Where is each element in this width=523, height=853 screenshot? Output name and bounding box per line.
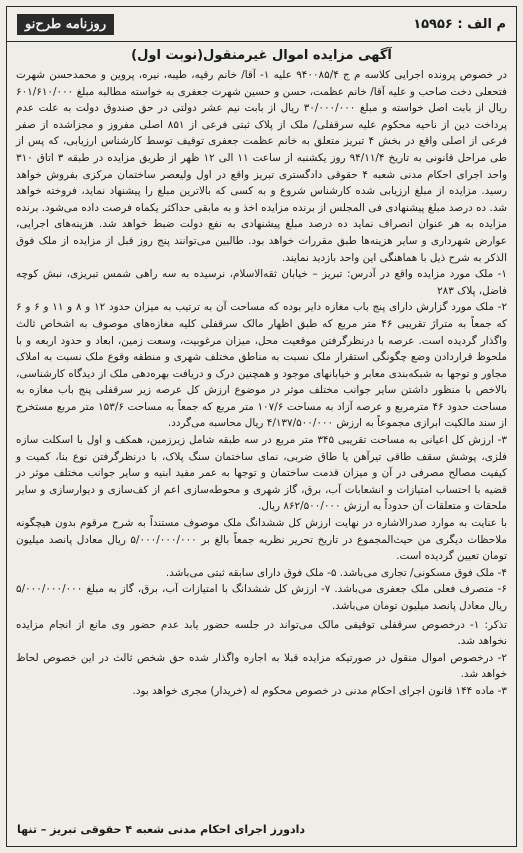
notice-title: آگهی مزایده اموال غیرمنقول(نوبت اول) [131, 48, 392, 63]
item-building: ۳- ارزش کل اعیانی به مساحت تقریبی ۳۴۵ متر مربع در سه طبقه شامل زیرزمین، همکف و اول با اسکلت سازه فلزی، پوشش سقف طاقی تیرآهن یا طاق ضربی، نمای ساختمان سنگ پلاک، با درنظرگرفتن نوع بنا، کمیت و کیفیت مصالح مصرفی در آن و میزان قدمت ساختمان و توجها به عمر مفید ابنیه و سایر جوانب مختلف موثر در قضیه با احتساب امتیازات و انشعابات آب، برق، گاز شهری و محوطه‌سازی اعم از کف‌سازی و دیوارسازی و سایر ملحقات و متعلقات آن حدوداً به ارزش ۸۶۲/۵۰۰/۰۰۰ ریال. [16, 434, 507, 513]
notice-header [7, 7, 516, 42]
item-shops: ۲- ملک مورد گزارش دارای پنج باب مغازه دایر بوده که مساحت آن به ترتیب به میزان حدود ۱۲ و ۸ و ۱۱ و ۶ و ۶ که جمعاً به متراژ تقریبی ۴۶ متر مربع که طبق اظهار مالک سرقفلی کلیه مغازه‌های موصوف به اشخاص ثالث واگذار گردیده است. عرصه با درنظرگرفتن موقعیت محل، میزان مرغوبیت، وسعت زمین، ابعاد و حدود اربعه و با ملحوظ قراردادن وضع چگونگی استقرار ملک نسبت به مناطق مختلف شهری و منطقه وقوع ملک نسبت به املاک مجاور و توجها به شبکه‌بندی معابر و خیابانهای موجود و همچنین درک و دریافت بهره‌دهی ملک از دیدگاه کارشناسی، بالاخص با منظور داشتن سایر جوانب مختلف موثر در موضوع ارزش کل عرصه زیر سرقفلی پنج باب مغازه به مساحت حدود ۴۶ مترمربع و عرصه آزاد به مساحت ۱۰۷/۶ متر مربع که جمعاً به مساحت ۱۵۳/۶ متر مربع مستخرج از سند مالکیت ابرازی مجموعاً به ارزش ۴/۱۳۷/۵۰۰/۰۰۰ ریال محاسبه می‌گردد. [16, 301, 508, 430]
notes-section [16, 617, 507, 700]
newspaper-name: روزنامه طرح‌نو [17, 14, 114, 35]
intro-paragraph: در خصوص پرونده اجرایی کلاسه م ج ۹۴۰۰۸۵/۴ علیه ۱- آقا/ خانم رقیه، طیبه، نیره، پروین و محمدحسن شهرت فتحعلی دخت صاحب و علیه آقا/ خانم عظمت، حسن و حسین شهرت جعفری به خواسته مطالبه مبلغ ۶۰۱/۶۱۰/۰۰۰ ریال از بابت اصل خواسته و مبلغ ۳۰/۰۰۰/۰۰۰ ریال از بابت نیم عشر دولتی در حق صندوق دولت به علت عدم پرداخت دین از ناحیه محکوم علیه سرقفلی/ ملک از پلاک ثبتی فرعی از ۸۵۱ اصلی مفروز و مجزاشده از صفر فرعی از اصلی واقع در بخش ۴ تبریز متعلق به خانم عظمت جعفری توقیف توسط کارشناس ارزیابی، که پس از طی مراحل قانونی به تاریخ ۹۴/۱۱/۴ روز یکشنبه از ساعت ۱۱ الی ۱۲ ظهر از طریق مزایده در طبقه ۳ اتاق ۳۱۰ واحد اجرای احکام مدنی شعبه ۴ حقوقی دادگستری تبریز واقع در اول ولیعصر ساختمان مرکزی بفروش خواهد رسید. مزایده از مبلغ ارزیابی شده کارشناس شروع و به کسی که بالاترین مبلغ را پیشنهاد نماید، فروخته خواهد شد. ده درصد مبلغ پیشنهادی فی المجلس از برنده مزایده اخذ و به مابقی حداکثر یکماه فرصت داده می‌شود. برنده مزایده به هر عنوان انصراف نماید ده درصد مبلغ پیشنهادی به نفع دولت ضبط خواهد شد. هزینه‌های اجرایی، عوارض شهرداری و سایر هزینه‌ها طبق مقررات خواهد بود. طالبین می‌توانند پنج روز قبل از مزایده از ملک فوق الذکر به شرح ذیل با هماهنگی این واحد بازدید نمایند. [16, 69, 507, 264]
notice-code: م الف : ۱۵۹۵۶ [413, 16, 506, 32]
item-occupant: ۶- متصرف فعلی ملک جعفری می‌باشد. ۷- ارزش کل ششدانگ با امتیازات آب، برق، گاز به مبلغ ۵/۰۰۰/۰۰۰/۰۰۰ ریال معادل پانصد میلیون تومان می‌باشد. [16, 583, 507, 612]
notice-page [6, 6, 517, 847]
item-address: ۱- ملک مورد مزایده واقع در آدرس: تبریز – خیابان ثقه‌الاسلام، نرسیده به سه راهی شمس تبریزی، نبش کوچه فاضل، پلاک ۲۸۳ [16, 268, 507, 297]
note-item: تذکر: ۱- درخصوص سرقفلی توقیفی مالک می‌تواند در جلسه حضور یابد عدم حضور وی مانع از انجام مزایده نخواهد شد. [16, 618, 507, 648]
note-item: ۲- درخصوص اموال منقول در صورتیکه مزایده قبلا به اجاره واگذار شده حق شخص ثالث در این خصوص لحاظ خواهد شد. [16, 651, 507, 681]
item-property-type: ۴- ملک فوق مسکونی/ تجاری می‌باشد. ۵- ملک فوق دارای سابقه ثبتی می‌باشد. [165, 566, 507, 579]
item-total-value: با عنایت به موارد صدرالاشاره در نهایت ارزش کل ششدانگ ملک موصوف مستنداً به شرح مرقوم بدون هیچگونه ملاحظات دیگری من حیث‌المجموع در تاریخ تحریر نظریه جمعاً بالغ بر ۵/۰۰۰/۰۰۰/۰۰۰ ریال معادل پانصد میلیون تومان تعیین گردیده است. [16, 517, 507, 563]
signature: دادورز اجرای احکام مدنی شعبه ۴ حقوقی تبریز – تنها [17, 823, 306, 836]
notice-body [7, 67, 516, 700]
note-item: ۳- ماده ۱۴۴ قانون اجرای احکام مدنی در خصوص محکوم له (خریدار) مجری خواهد بود. [132, 684, 507, 697]
